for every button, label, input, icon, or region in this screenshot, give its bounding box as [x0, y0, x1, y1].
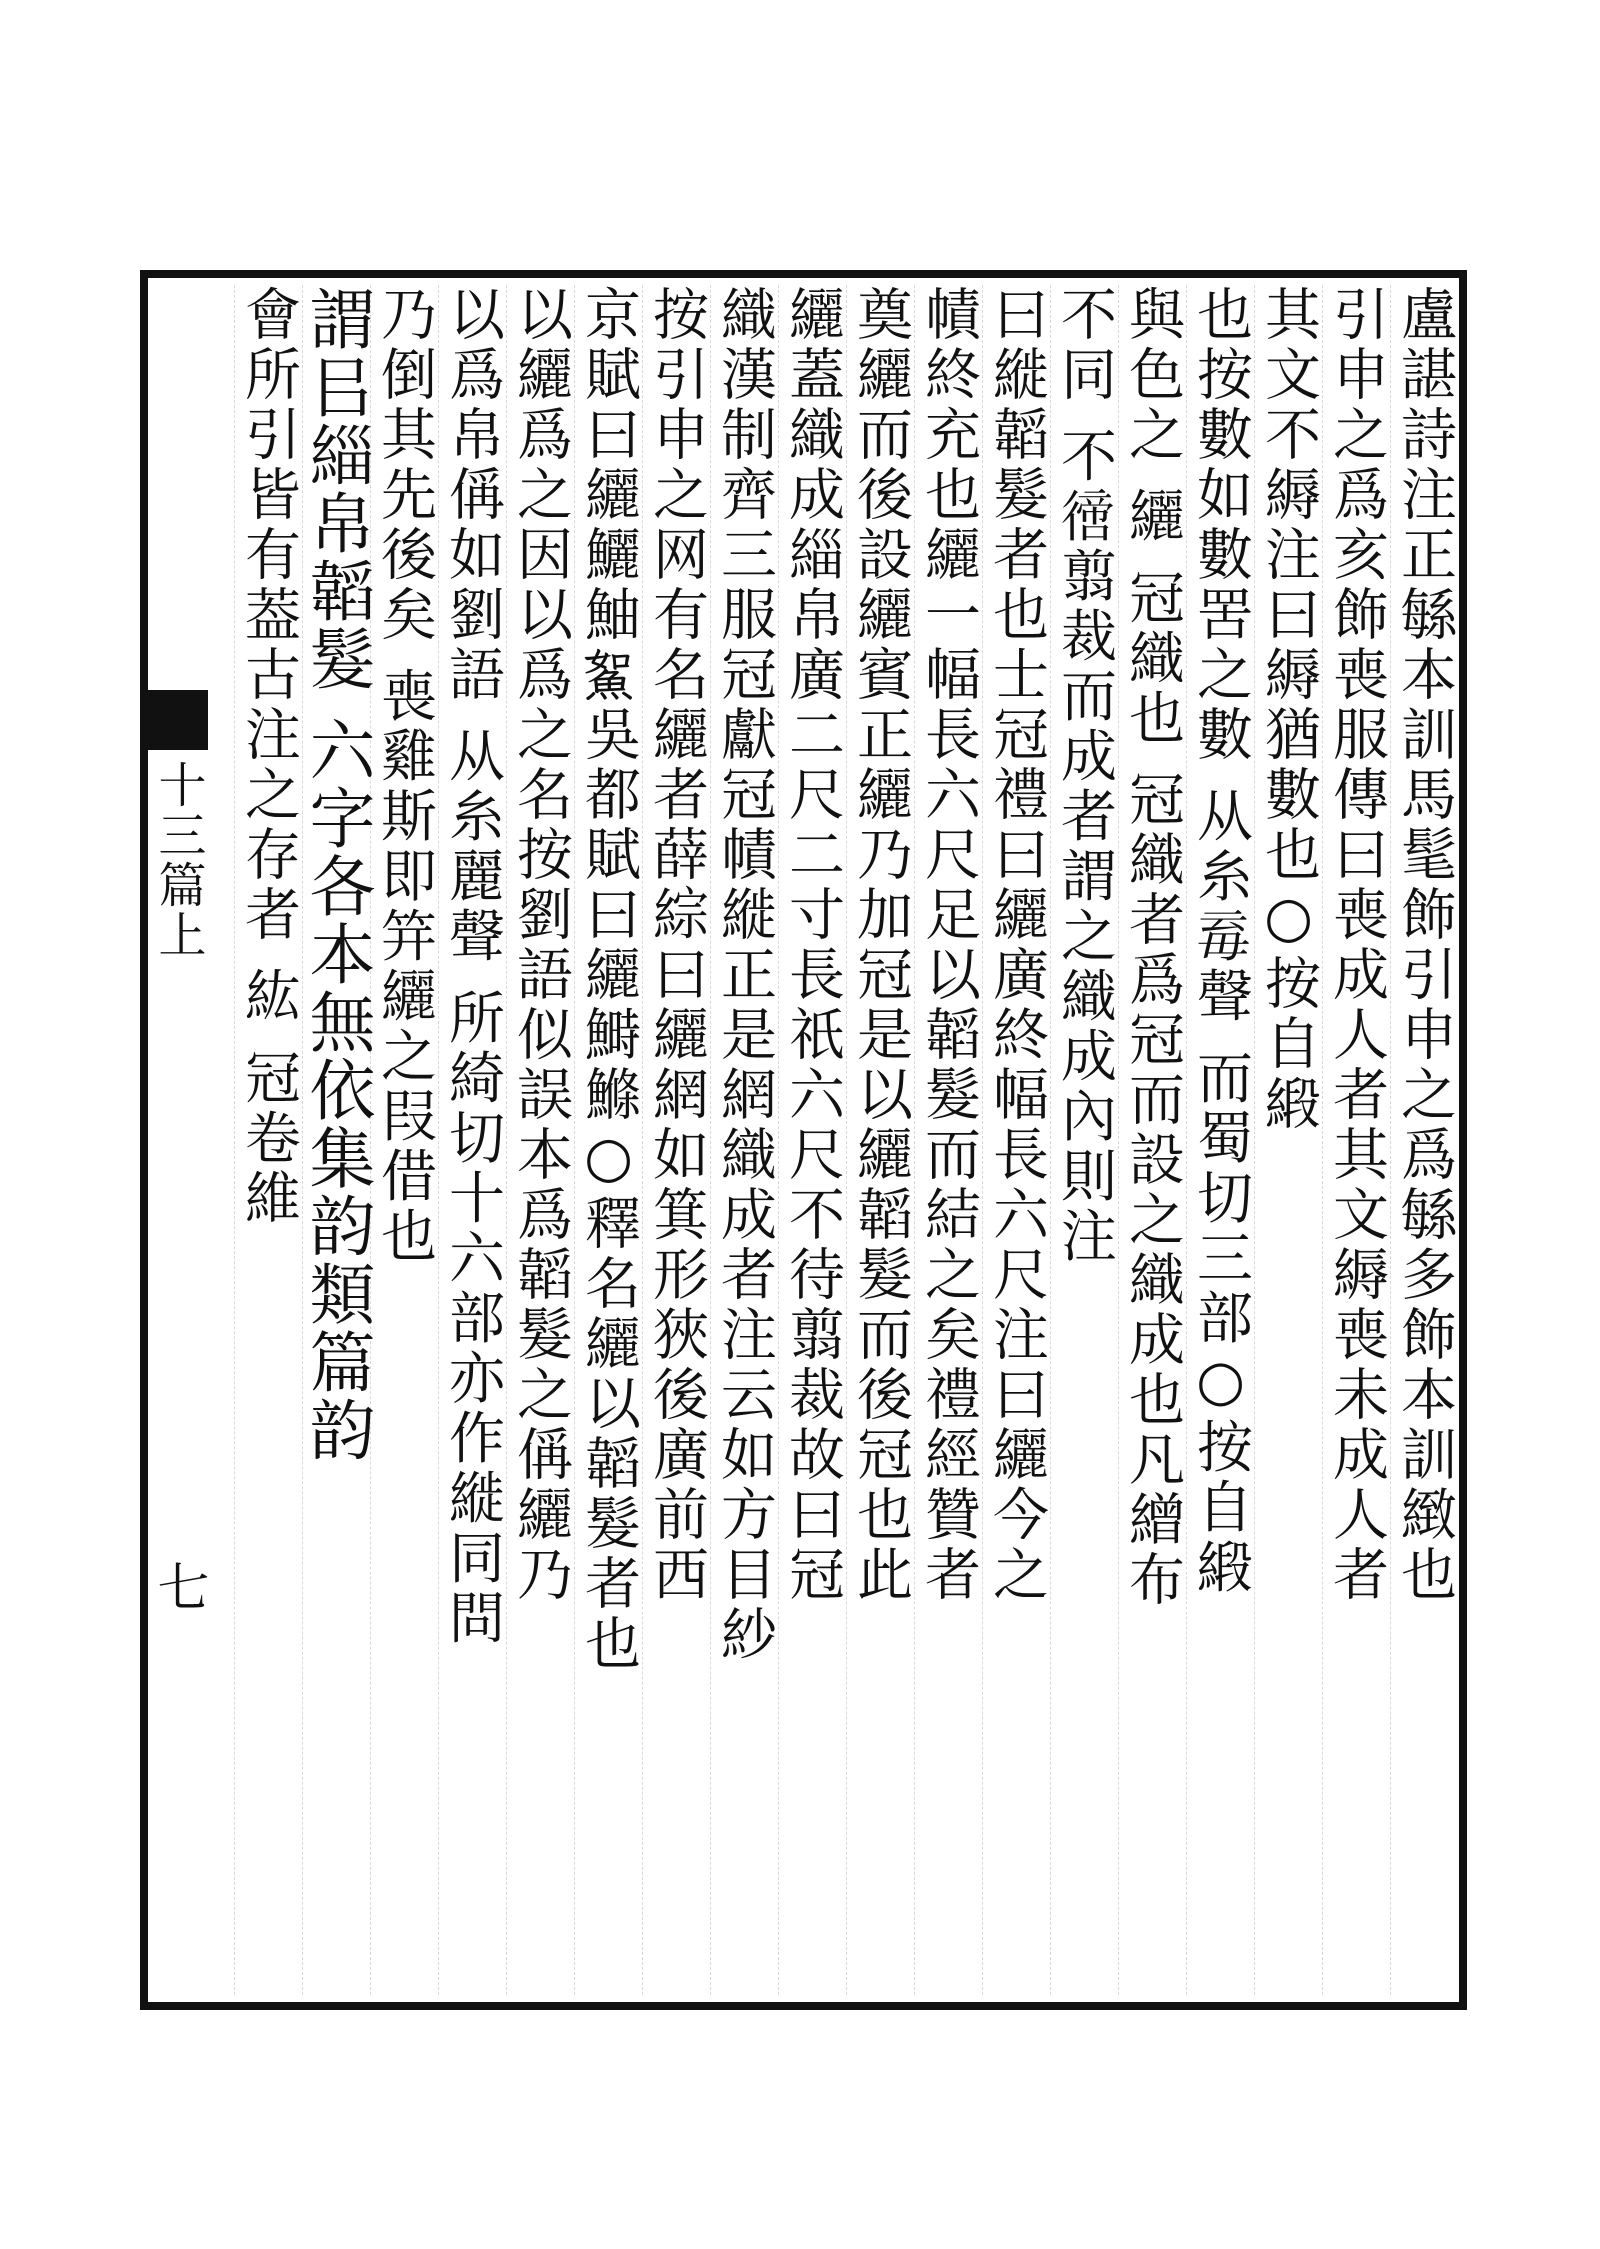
text-column: 以爲帛偁如劉語 从糸麗聲 所綺切十六部亦作縰同問	[438, 285, 506, 1995]
text-column: 謂㠯緇帛韜髮 六字各本無依集韵類篇韵	[302, 285, 370, 1995]
vertical-text-body	[218, 285, 1458, 1995]
text-column: 幘終充也纚一幅長六尺足以韜髮而結之矣禮經贊者	[914, 285, 982, 1995]
text-column: 與色之 纚 冠織也 冠織者爲冠而設之織成也凡繒布	[1118, 285, 1186, 1995]
text-column: 織漢制齊三服冠獻冠幘縰正是網織成者注云如方目紗	[710, 285, 778, 1995]
text-column: 會所引皆有葢古注之存者 紘 冠卷維	[234, 285, 302, 1995]
text-column: 其文不縟注曰縟猶數也○按自緞	[1254, 285, 1322, 1995]
margin-volume-label: 十三篇上	[150, 760, 206, 960]
text-column: 不同 不𢕮翦裁而成者謂之織成內則注	[1050, 285, 1118, 1995]
margin-page-number: 七	[148, 1560, 208, 1612]
text-column: 盧諶詩注正緐本訓馬髦飾引申之爲緐多飾本訓緻也	[1390, 285, 1458, 1995]
text-column: 按引申之网有名纚者薛綜曰纚網如箕形狹後廣前西	[642, 285, 710, 1995]
text-column: 乃倒其先後矣 喪雞斯即笄纚之叚借也	[370, 285, 438, 1995]
text-column: 奠纚而後設纚賓正纚乃加冠是以纚韜髮而後冠也此	[846, 285, 914, 1995]
margin-fishtail-block	[148, 690, 208, 750]
text-column: 引申之爲亥飾喪服傳曰喪成人者其文縟喪未成人者	[1322, 285, 1390, 1995]
text-column: 也按數如數罟之數 从糸𣫱聲 而蜀切三部○按自緞	[1186, 285, 1254, 1995]
fold-margin	[148, 278, 208, 2002]
text-column: 纚蓋織成緇帛廣二尺二寸長祇六尺不待翦裁故曰冠	[778, 285, 846, 1995]
text-column: 以纚爲之因以爲之名按劉語似誤本爲韜髮之偁纚乃	[506, 285, 574, 1995]
text-column: 京賦曰纚鱺鮋𩶯吳都賦曰纚鰣鰷○釋名纚以韜髮者也	[574, 285, 642, 1995]
text-column: 曰縰韜髮者也士冠禮曰纚廣終幅長六尺注曰纚今之	[982, 285, 1050, 1995]
